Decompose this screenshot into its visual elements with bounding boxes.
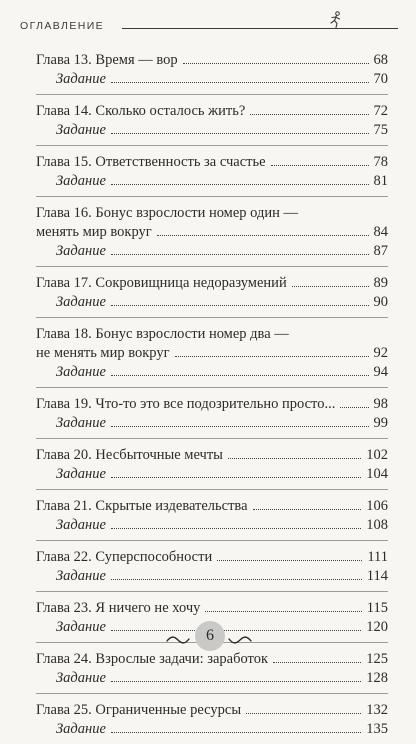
toc-entry xyxy=(36,388,388,439)
chapter-line[interactable] xyxy=(36,51,388,70)
chapter-title: Глава 17. Сокровищница недоразумений xyxy=(36,275,287,291)
page-footer xyxy=(0,618,416,662)
task-page: 94 xyxy=(373,364,388,380)
toc-entry xyxy=(36,541,388,592)
toc-entry xyxy=(36,490,388,541)
chapter-line[interactable] xyxy=(36,102,388,121)
chapter-page: 92 xyxy=(373,345,388,361)
running-header xyxy=(20,18,390,38)
task-line[interactable] xyxy=(36,720,388,739)
task-line[interactable] xyxy=(36,293,388,312)
dot-leader xyxy=(246,713,361,714)
chapter-title: Глава 15. Ответственность за счастье xyxy=(36,154,266,170)
chapter-page: 68 xyxy=(373,52,388,68)
task-page: 75 xyxy=(373,122,388,138)
task-line[interactable] xyxy=(36,70,388,89)
chapter-line[interactable] xyxy=(36,497,388,516)
running-person-icon xyxy=(327,11,343,34)
dot-leader xyxy=(175,356,369,357)
chapter-page: 106 xyxy=(366,498,388,514)
task-label: Задание xyxy=(56,517,106,533)
task-label: Задание xyxy=(56,122,106,138)
chapter-page: 125 xyxy=(366,651,388,667)
chapter-title: Глава 23. Я ничего не хочу xyxy=(36,600,201,616)
chapter-title: Глава 20. Несбыточные мечты xyxy=(36,447,223,463)
task-line[interactable] xyxy=(36,121,388,140)
chapter-page: 84 xyxy=(373,224,388,240)
task-line[interactable] xyxy=(36,414,388,433)
toc-entry xyxy=(36,44,388,95)
dot-leader xyxy=(111,732,361,733)
task-label: Задание xyxy=(56,721,106,737)
dot-leader xyxy=(111,528,361,529)
chapter-line[interactable] xyxy=(36,153,388,172)
chapter-title-continued: менять мир вокруг xyxy=(36,224,152,240)
chapter-title: Глава 14. Сколько осталось жить? xyxy=(36,103,246,119)
chapter-page: 89 xyxy=(373,275,388,291)
task-label: Задание xyxy=(56,243,106,259)
chapter-title: Глава 22. Суперспособности xyxy=(36,549,213,565)
task-line[interactable] xyxy=(36,567,388,586)
chapter-page: 111 xyxy=(367,549,388,565)
chapter-line[interactable] xyxy=(36,223,388,242)
task-page: 120 xyxy=(366,619,388,635)
chapter-page: 78 xyxy=(373,154,388,170)
task-line[interactable] xyxy=(36,172,388,191)
chapter-page: 72 xyxy=(373,103,388,119)
task-line[interactable] xyxy=(36,669,388,688)
chapter-title: Глава 16. Бонус взрослости номер один — xyxy=(36,205,299,221)
chapter-title: Глава 24. Взрослые задачи: заработок xyxy=(36,651,268,667)
chapter-line[interactable] xyxy=(36,548,388,567)
toc-entry xyxy=(36,694,388,744)
chapter-line[interactable] xyxy=(36,446,388,465)
dot-leader xyxy=(250,114,368,115)
task-label: Задание xyxy=(56,466,106,482)
task-line[interactable] xyxy=(36,516,388,535)
toc-entry xyxy=(36,267,388,318)
task-page: 99 xyxy=(373,415,388,431)
dot-leader xyxy=(183,63,369,64)
chapter-page: 102 xyxy=(366,447,388,463)
chapter-page: 98 xyxy=(373,396,388,412)
dot-leader xyxy=(273,662,361,663)
toc-entry xyxy=(36,439,388,490)
toc-entry xyxy=(36,146,388,197)
task-label: Задание xyxy=(56,670,106,686)
dot-leader xyxy=(271,165,369,166)
dot-leader xyxy=(292,286,369,287)
task-page: 90 xyxy=(373,294,388,310)
task-label: Задание xyxy=(56,568,106,584)
wave-ornament-right-icon xyxy=(228,632,252,650)
dot-leader xyxy=(111,579,362,580)
chapter-title: Глава 13. Время — вор xyxy=(36,52,178,68)
chapter-title: Глава 19. Что-то это все подозрительно просто... xyxy=(36,396,336,412)
chapter-line[interactable] xyxy=(36,344,388,363)
chapter-line-first[interactable] xyxy=(36,204,388,223)
task-page: 104 xyxy=(366,466,388,482)
chapter-line[interactable] xyxy=(36,701,388,720)
task-label: Задание xyxy=(56,364,106,380)
task-label: Задание xyxy=(56,619,106,635)
task-page: 81 xyxy=(373,173,388,189)
toc-entry xyxy=(36,318,388,388)
task-page: 114 xyxy=(366,568,388,584)
task-page: 70 xyxy=(373,71,388,87)
wave-ornament-left-icon xyxy=(166,632,190,650)
toc-entry xyxy=(36,95,388,146)
task-page: 108 xyxy=(366,517,388,533)
chapter-page: 132 xyxy=(366,702,388,718)
page-number: 6 xyxy=(195,621,225,651)
dot-leader xyxy=(217,560,362,561)
task-label: Задание xyxy=(56,415,106,431)
header-title: ОГЛАВЛЕНИЕ xyxy=(20,20,105,32)
chapter-title: Глава 25. Ограниченные ресурсы xyxy=(36,702,242,718)
header-rule xyxy=(122,28,398,29)
dot-leader xyxy=(111,82,369,83)
dot-leader xyxy=(111,305,369,306)
chapter-page: 115 xyxy=(366,600,388,616)
task-line[interactable] xyxy=(36,465,388,484)
dot-leader xyxy=(228,458,361,459)
dot-leader xyxy=(111,477,361,478)
dot-leader xyxy=(111,375,369,376)
chapter-title: Глава 18. Бонус взрослости номер два — xyxy=(36,326,289,342)
task-page: 135 xyxy=(366,721,388,737)
task-label: Задание xyxy=(56,173,106,189)
chapter-title: Глава 21. Скрытые издевательства xyxy=(36,498,248,514)
task-label: Задание xyxy=(56,71,106,87)
dot-leader xyxy=(111,133,369,134)
task-label: Задание xyxy=(56,294,106,310)
dot-leader xyxy=(205,611,361,612)
dot-leader xyxy=(253,509,362,510)
chapter-line-first[interactable] xyxy=(36,325,388,344)
task-line[interactable] xyxy=(36,242,388,261)
dot-leader xyxy=(157,235,369,236)
chapter-line[interactable] xyxy=(36,599,388,618)
dot-leader xyxy=(340,407,368,408)
dot-leader xyxy=(111,184,369,185)
task-page: 128 xyxy=(366,670,388,686)
task-line[interactable] xyxy=(36,363,388,382)
dot-leader xyxy=(111,254,369,255)
chapter-line[interactable] xyxy=(36,395,388,414)
toc-entry xyxy=(36,197,388,267)
chapter-line[interactable] xyxy=(36,274,388,293)
dot-leader xyxy=(111,426,369,427)
task-page: 87 xyxy=(373,243,388,259)
chapter-title-continued: не менять мир вокруг xyxy=(36,345,170,361)
